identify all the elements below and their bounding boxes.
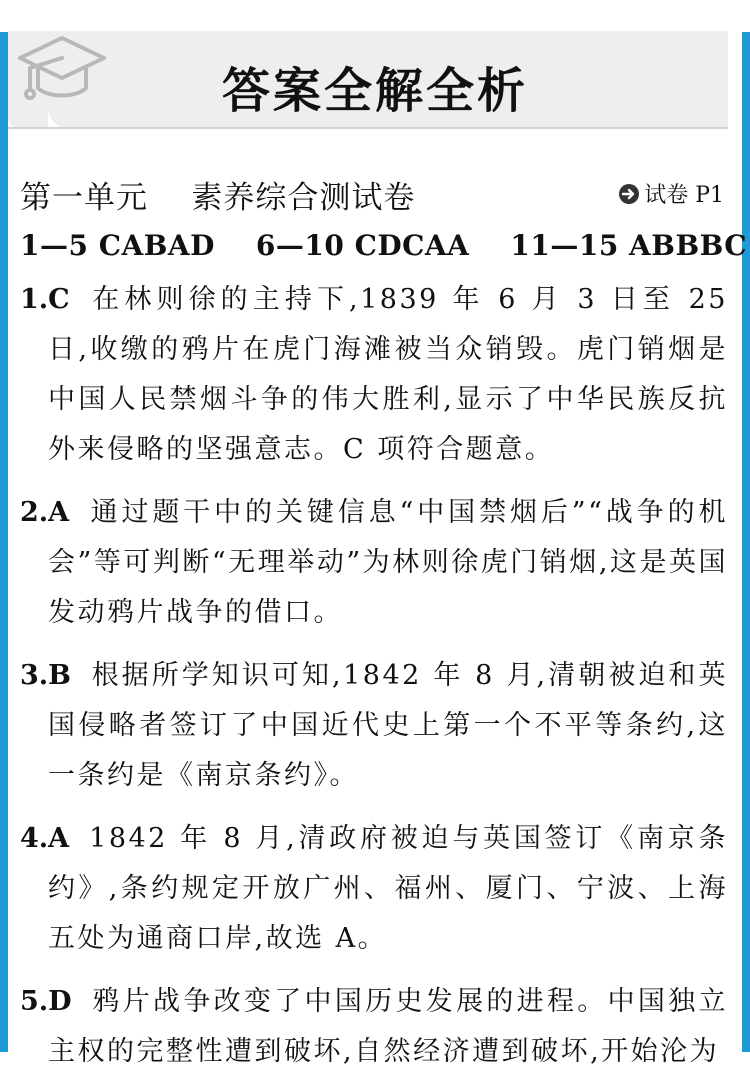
answer-number: 1.C (20, 284, 70, 315)
page-frame-top (0, 0, 750, 32)
answer-explanation: 通过题干中的关键信息“中国禁烟后”“战争的机会”等可判断“无理举动”为林则徐虎门销烟,这是英国发动鸦片战争的借口。 (48, 497, 728, 628)
section-title: 第一单元 素养综合测试卷 (20, 180, 416, 216)
answer-number: 3.B (20, 660, 72, 691)
answer-item-1 (20, 275, 728, 475)
answer-number: 4.A (20, 823, 70, 854)
answer-number: 2.A (20, 497, 70, 528)
page-title: 答案全解全析 (221, 63, 528, 119)
answer-item-2 (20, 488, 728, 638)
page-frame-left (0, 0, 8, 1052)
section-header (20, 172, 724, 216)
answer-number: 5.D (20, 986, 72, 1017)
quick-answer-key: 1—5 CABAD 6—10 CDCAA 11—15 ABBBC (20, 229, 748, 262)
answer-item-5 (20, 977, 728, 1077)
answer-explanation: 1842 年 8 月,清政府被迫与英国签订《南京条约》,条约规定开放广州、福州、厦门、宁波、上海五处为通商口岸,故选 A。 (48, 823, 728, 954)
answer-explanation: 鸦片战争改变了中国历史发展的进程。中国独立主权的完整性遭到破坏,自然经济遭到破坏,开始沦为 (48, 986, 728, 1067)
answer-explanation: 根据所学知识可知,1842 年 8 月,清朝被迫和英国侵略者签订了中国近代史上第一个不平等条约,这一条约是《南京条约》。 (48, 660, 728, 791)
answer-explanation: 在林则徐的主持下,1839 年 6 月 3 日至 25 日,收缴的鸦片在虎门海滩被当众销毁。虎门销烟是中国人民禁烟斗争的伟大胜利,显示了中华民族反抗外来侵略的坚强意志。C 项符合题意。 (48, 284, 728, 465)
reference-label: 试卷 P1 (644, 183, 724, 208)
arrow-circle-icon (618, 183, 640, 205)
answer-list (20, 275, 728, 1090)
answer-item-4 (20, 814, 728, 964)
answer-item-3 (20, 651, 728, 801)
page-frame-right (742, 0, 750, 1052)
test-paper-reference (618, 178, 724, 209)
